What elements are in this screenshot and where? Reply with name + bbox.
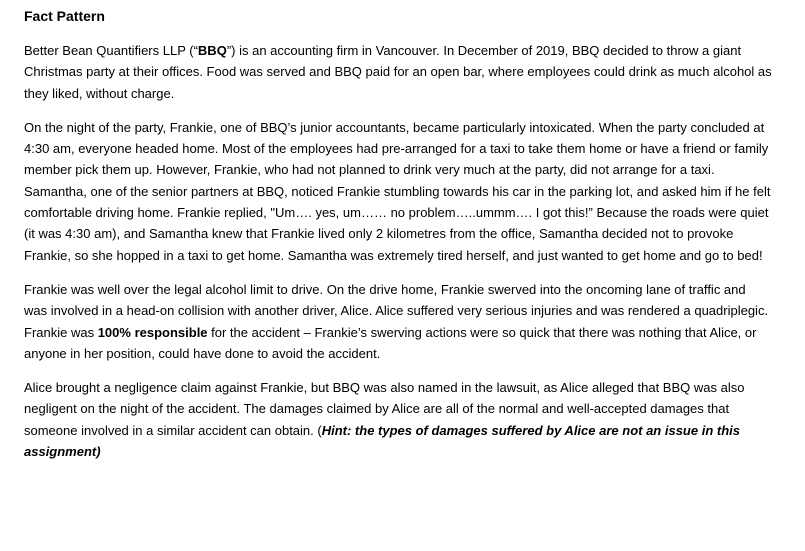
intro-text-end: ”) is an accounting firm in Vancouver. In December of 2019, BBQ decided to throw a giant Christmas party at their offices. Food was served and BBQ paid for an open bar, where employees could drink as much alcohol as they liked, without charge.: [24, 43, 772, 101]
paragraph-party-night: On the night of the party, Frankie, one of BBQ’s junior accountants, became particularly intoxicated. When the party concluded at 4:30 am, everyone headed home. Most of the employees had pre-arranged for a taxi to take them home or have a friend or family member pick them up. However, Frankie, who had not planned to drink very much at the party, did not arrange for a taxi. Samantha, one of the senior partners at BBQ, noticed Frankie stumbling towards his car in the parking lot, and asked him if he felt comfortable driving home. Frankie replied, "Um…. yes, um…… no problem…..ummm…. I got this!” Because the roads were quiet (it was 4:30 am), and Samantha knew that Frankie lived only 2 kilometres from the office, Samantha decided not to provoke Frankie, so she hopped in a taxi to get home. Samantha was extremely tired herself, and just wanted to get home and go to bed!: [24, 119, 771, 263]
bbq-abbreviation: BBQ: [197, 43, 227, 58]
responsibility-emphasis: 100% responsible: [97, 324, 208, 340]
section-heading: Fact Pattern: [24, 8, 105, 24]
lawsuit-text: Alice brought a negligence claim against Frankie, but BBQ was also named in the lawsuit, as Alice alleged that BBQ was also negligent on the night of the accident. The damages claimed by Alice are all of the normal and well-accepted damages that someone involved in a similar accident can obtain. (: [24, 380, 745, 438]
intro-text-start: Better Bean Quantifiers LLP (“: [24, 43, 198, 58]
paragraph-lawsuit: [24, 377, 772, 462]
document-body: [24, 6, 772, 475]
hint-note: Hint: the types of damages suffered by Alice are not an issue in this assignment): [24, 422, 740, 460]
accident-text-start: Frankie was well over the legal alcohol limit to drive. On the drive home, Frankie swerved into the oncoming lane of traffic and was involved in a head-on collision with another driver, Alice. Alice suffered very serious injuries and was rendered a quadriplegic. Frankie was: [24, 281, 769, 340]
paragraph-intro: [24, 40, 772, 104]
paragraph-accident: [24, 279, 772, 364]
accident-text-end: for the accident – Frankie’s swerving actions were so quick that there was nothing that Alice, or anyone in her position, could have done to avoid the accident.: [24, 324, 757, 361]
